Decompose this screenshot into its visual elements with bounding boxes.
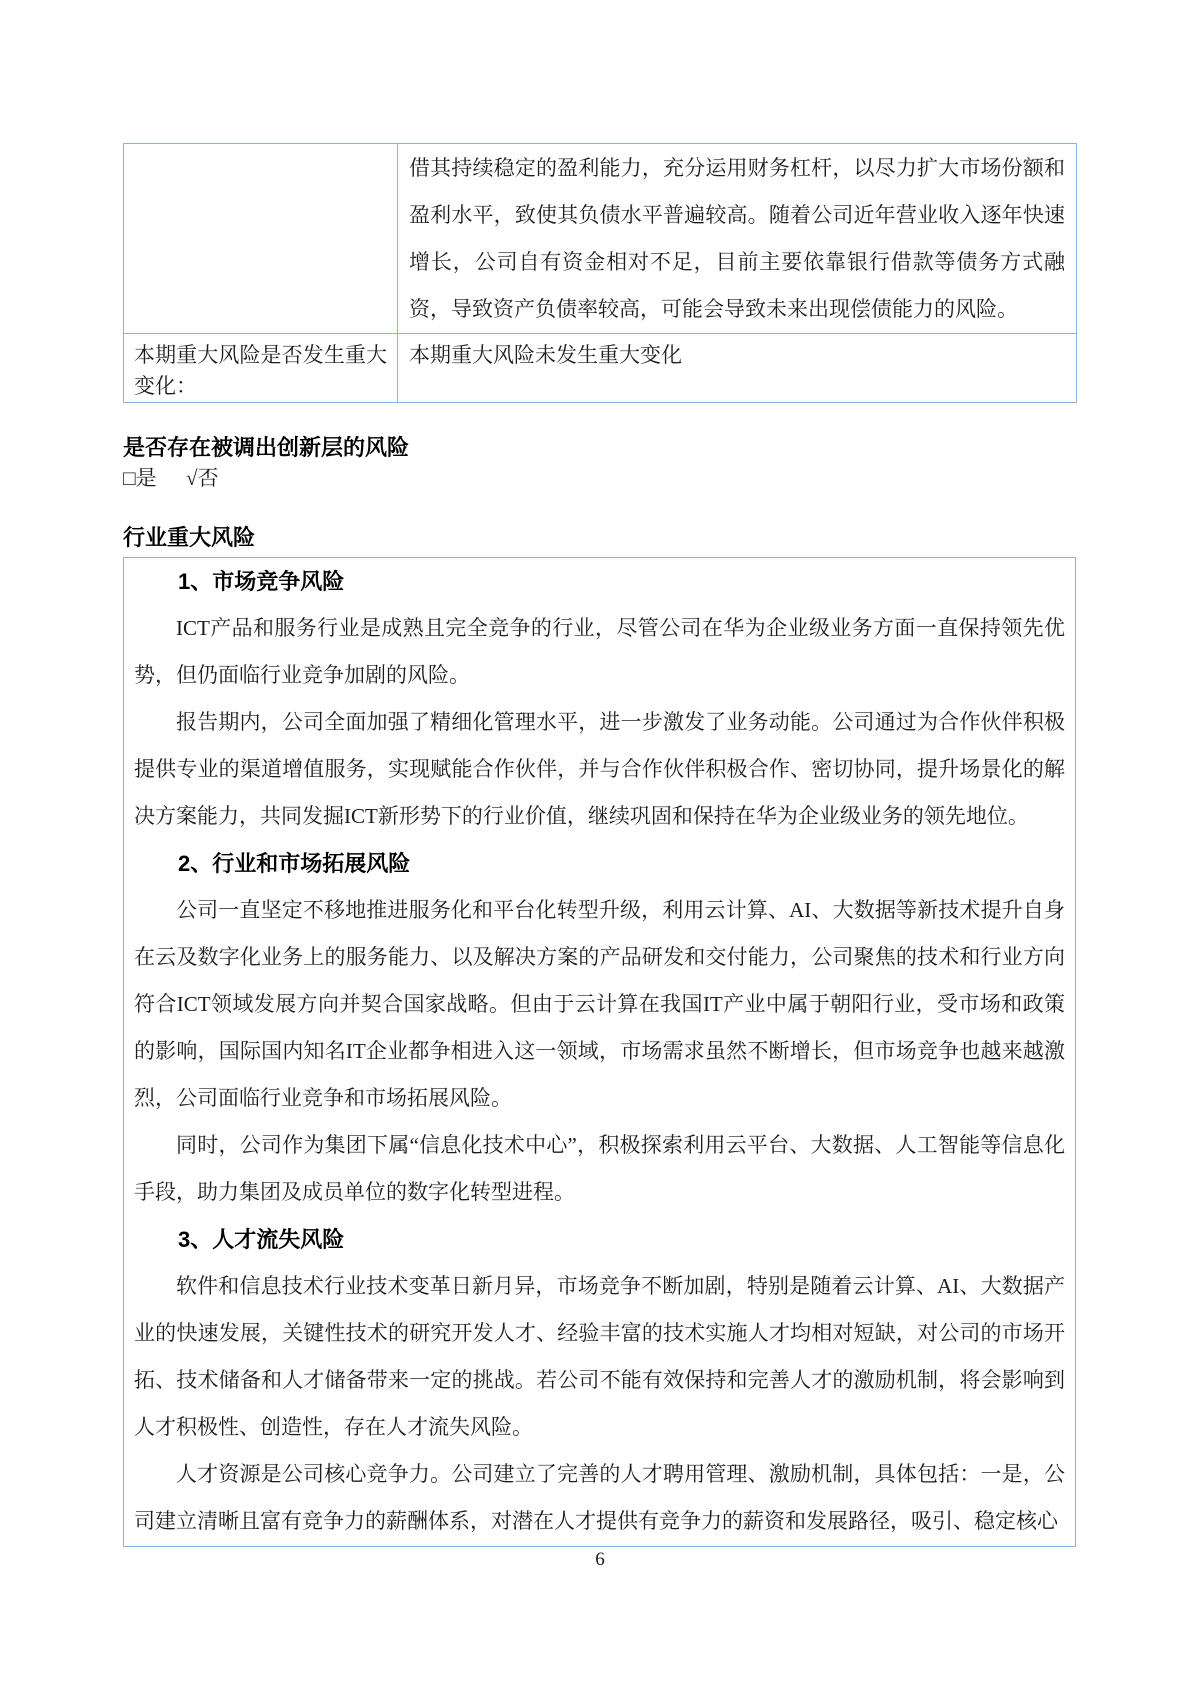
risk-subheading-talent-loss: 3、人才流失风险 <box>178 1227 345 1252</box>
risk-paragraph: ICT产品和服务行业是成熟且完全竞争的行业，尽管公司在华为企业级业务方面一直保持领先优势，但仍面临行业竞争加剧的风险。 <box>134 616 1065 687</box>
risk-paragraph: 软件和信息技术行业技术变革日新月异，市场竞争不断加剧，特别是随着云计算、AI、大数据产业的快速发展，关键性技术的研究开发人才、经验丰富的技术实施人才均相对短缺，对公司的市场开拓、技术储备和人才储备带来一定的挑战。若公司不能有效保持和完善人才的激励机制，将会影响到人才积极性、创造性，存在人才流失风险。 <box>134 1274 1065 1439</box>
risk-change-value: 本期重大风险未发生重大变化 <box>409 343 682 367</box>
table-row-financing-risk <box>124 144 1077 334</box>
checkmark-no-selected: √否 <box>185 466 219 490</box>
industry-risk-box <box>123 557 1076 1547</box>
risk-paragraph: 同时，公司作为集团下属“信息化技术中心”，积极探索利用云平台、大数据、人工智能等信息化手段，助力集团及成员单位的数字化转型进程。 <box>134 1133 1065 1204</box>
section-heading-delisting-risk: 是否存在被调出创新层的风险 <box>123 435 410 460</box>
risk-paragraph: 公司一直坚定不移地推进服务化和平台化转型升级，利用云计算、AI、大数据等新技术提升自身在云及数字化业务上的服务能力、以及解决方案的产品研发和交付能力，公司聚焦的技术和行业方向符合ICT领域发展方向并契合国家战略。但由于云计算在我国IT产业中属于朝阳行业，受市场和政策的影响，国际国内知名IT企业都争相进入这一领域，市场需求虽然不断增长，但市场竞争也越来越激烈，公司面临行业竞争和市场拓展风险。 <box>134 898 1065 1110</box>
table-cell-risk-change-value <box>398 334 1077 403</box>
risk-change-label: 本期重大风险是否发生重大变化： <box>134 343 387 398</box>
risk-subheading-market-competition: 1、市场竞争风险 <box>178 569 345 594</box>
risk-description-text: 借其持续稳定的盈利能力，充分运用财务杠杆，以尽力扩大市场份额和盈利水平，致使其负债水平普遍较高。随着公司近年营业收入逐年快速增长，公司自有资金相对不足，目前主要依靠银行借款等债务方式融资，导致资产负债率较高，可能会导致未来出现偿债能力的风险。 <box>409 156 1065 321</box>
table-cell-risk-description <box>398 144 1077 334</box>
checkbox-yes-unchecked: □是 <box>123 466 157 490</box>
risk-summary-table <box>123 143 1077 403</box>
table-row-risk-change <box>124 334 1077 403</box>
page-number: 6 <box>595 1549 605 1570</box>
table-cell-risk-change-label <box>124 334 398 403</box>
table-cell-label-empty <box>124 144 398 334</box>
risk-paragraph: 报告期内，公司全面加强了精细化管理水平，进一步激发了业务动能。公司通过为合作伙伴积极提供专业的渠道增值服务，实现赋能合作伙伴，并与合作伙伴积极合作、密切协同，提升场景化的解决方案能力，共同发掘ICT新形势下的行业价值，继续巩固和保持在华为企业级业务的领先地位。 <box>134 710 1065 828</box>
risk-paragraph: 人才资源是公司核心竞争力。公司建立了完善的人才聘用管理、激励机制，具体包括：一是，公司建立清晰且富有竞争力的薪酬体系，对潜在人才提供有竞争力的薪资和发展路径，吸引、稳定核心 <box>134 1462 1065 1533</box>
section-heading-industry-risk: 行业重大风险 <box>123 525 256 550</box>
delisting-risk-options <box>123 465 218 491</box>
risk-subheading-market-expansion: 2、行业和市场拓展风险 <box>178 851 411 876</box>
